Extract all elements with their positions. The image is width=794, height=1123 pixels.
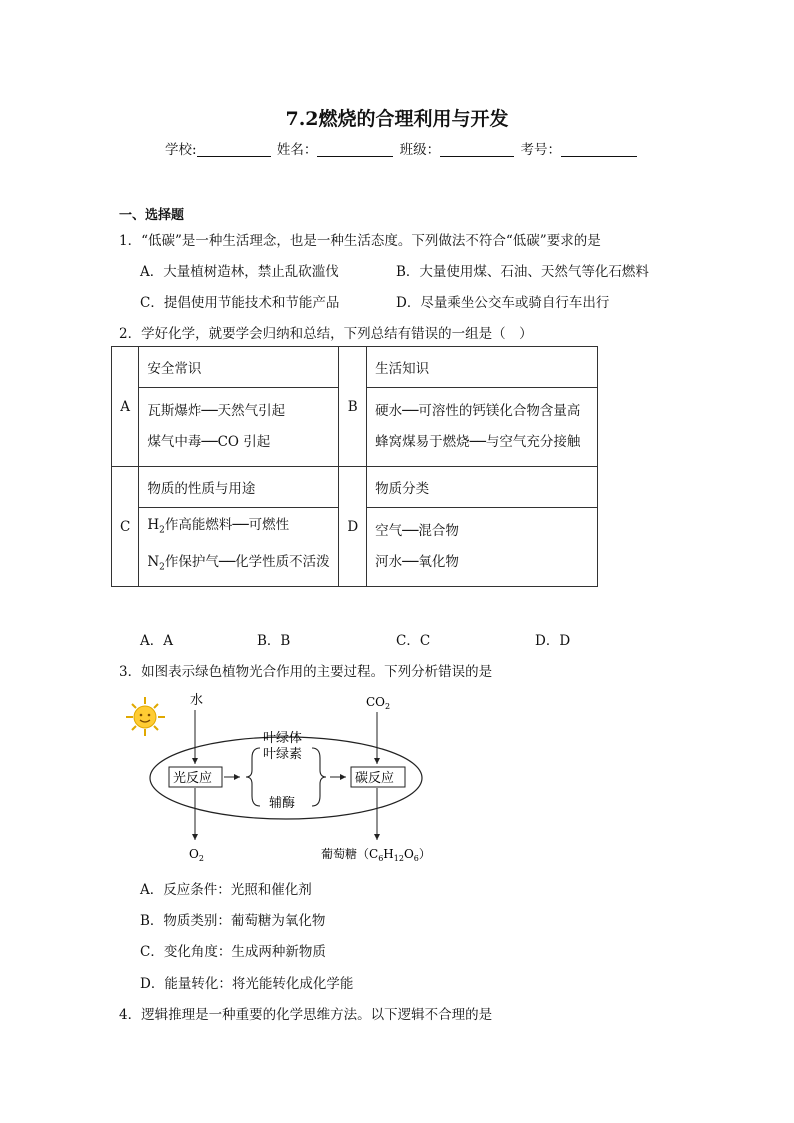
sun-icon [126, 697, 165, 736]
cell-b-line2: 蜂窝煤易于燃烧──与空气充分接触 [375, 434, 581, 450]
cell-d-line2: 河水──氧化物 [375, 554, 459, 570]
cell-c-line2: $N_2$作保护气──化学性质不活泼 [147, 554, 330, 573]
q2-option-a[interactable]: A．A [140, 633, 173, 649]
cell-c-letter: C [112, 467, 139, 587]
chlorophyll-label: 叶绿素 [263, 747, 303, 762]
q1-option-c[interactable]: C．提倡使用节能技术和节能产品 [140, 295, 340, 311]
q3-option-b[interactable]: B．物质类别：葡萄糖为氧化物 [140, 913, 326, 929]
co2-label: $CO_2$ [366, 695, 391, 711]
cell-a-body [139, 388, 339, 467]
light-reaction-label: 光反应 [173, 771, 213, 786]
school-label: 学校: [165, 142, 197, 158]
q1-option-d[interactable]: D．尽量乘坐公交车或骑自行车出行 [396, 295, 610, 311]
cell-d-header: 物质分类 [367, 467, 598, 508]
name-label: 姓名： [276, 142, 318, 158]
class-label: 班级： [399, 142, 441, 158]
cell-b-line1: 硬水──可溶性的钙镁化合物含量高 [375, 403, 581, 419]
cell-d-letter: D [339, 467, 367, 587]
student-info-line [165, 138, 637, 158]
cell-b-letter: B [339, 347, 367, 467]
q3-option-a[interactable]: A．反应条件：光照和催化剂 [140, 882, 312, 898]
o2-label: $O_2$ [189, 847, 204, 863]
chloroplast-label: 叶绿体 [263, 731, 303, 746]
glucose-label: 葡萄糖$(C_6H_{12}O_6)$ [321, 847, 431, 863]
cell-b-header: 生活知识 [367, 347, 598, 388]
q4-stem: 4．逻辑推理是一种重要的化学思维方法。以下逻辑不合理的是 [119, 1007, 493, 1023]
school-blank[interactable] [197, 142, 271, 157]
cell-a-line1: 瓦斯爆炸──天然气引起 [147, 403, 286, 419]
cell-c-line1: $H_2$作高能燃料──可燃性 [147, 517, 290, 536]
name-blank[interactable] [317, 142, 393, 157]
class-blank[interactable] [440, 142, 514, 157]
cell-a-letter: A [112, 347, 139, 467]
page-title: 7.2燃烧的合理利用与开发 [285, 108, 509, 130]
right-brace [312, 748, 326, 806]
q3-option-d[interactable]: D．能量转化：将光能转化成化学能 [140, 976, 354, 992]
q1-option-a[interactable]: A．大量植树造林，禁止乱砍滥伐 [140, 264, 339, 280]
section-heading: 一、选择题 [119, 208, 185, 223]
q2-option-b[interactable]: B．B [257, 633, 291, 649]
cell-c-body [139, 508, 339, 587]
number-label: 考号： [520, 142, 561, 158]
cell-a-line2: 煤气中毒──CO 引起 [147, 434, 271, 450]
q2-option-c[interactable]: C．C [396, 633, 431, 649]
cell-d-body [367, 508, 598, 587]
q2-option-d[interactable]: D．D [535, 633, 571, 649]
q1-option-b[interactable]: B．大量使用煤、石油、天然气等化石燃料 [396, 264, 649, 280]
q2-table [111, 346, 598, 587]
water-label: 水 [190, 693, 204, 708]
q3-stem: 3．如图表示绿色植物光合作用的主要过程。下列分析错误的是 [119, 664, 493, 680]
cell-b-body [367, 388, 598, 467]
cell-d-line1: 空气──混合物 [375, 523, 459, 539]
number-blank[interactable] [561, 142, 637, 157]
cell-a-header: 安全常识 [139, 347, 339, 388]
carbon-reaction-label: 碳反应 [355, 771, 395, 786]
left-brace [246, 748, 260, 806]
q2-stem: 2．学好化学，就要学会归纳和总结，下列总结有错误的一组是（ ） [119, 326, 533, 342]
q3-option-c[interactable]: C．变化角度：生成两种新物质 [140, 944, 326, 960]
photosynthesis-diagram [120, 688, 440, 868]
q1-stem: 1．“低碳”是一种生活理念，也是一种生活态度。下列做法不符合“低碳”要求的是 [119, 233, 601, 249]
cell-c-header: 物质的性质与用途 [139, 467, 339, 508]
coenzyme-label: 辅酶 [269, 796, 296, 811]
